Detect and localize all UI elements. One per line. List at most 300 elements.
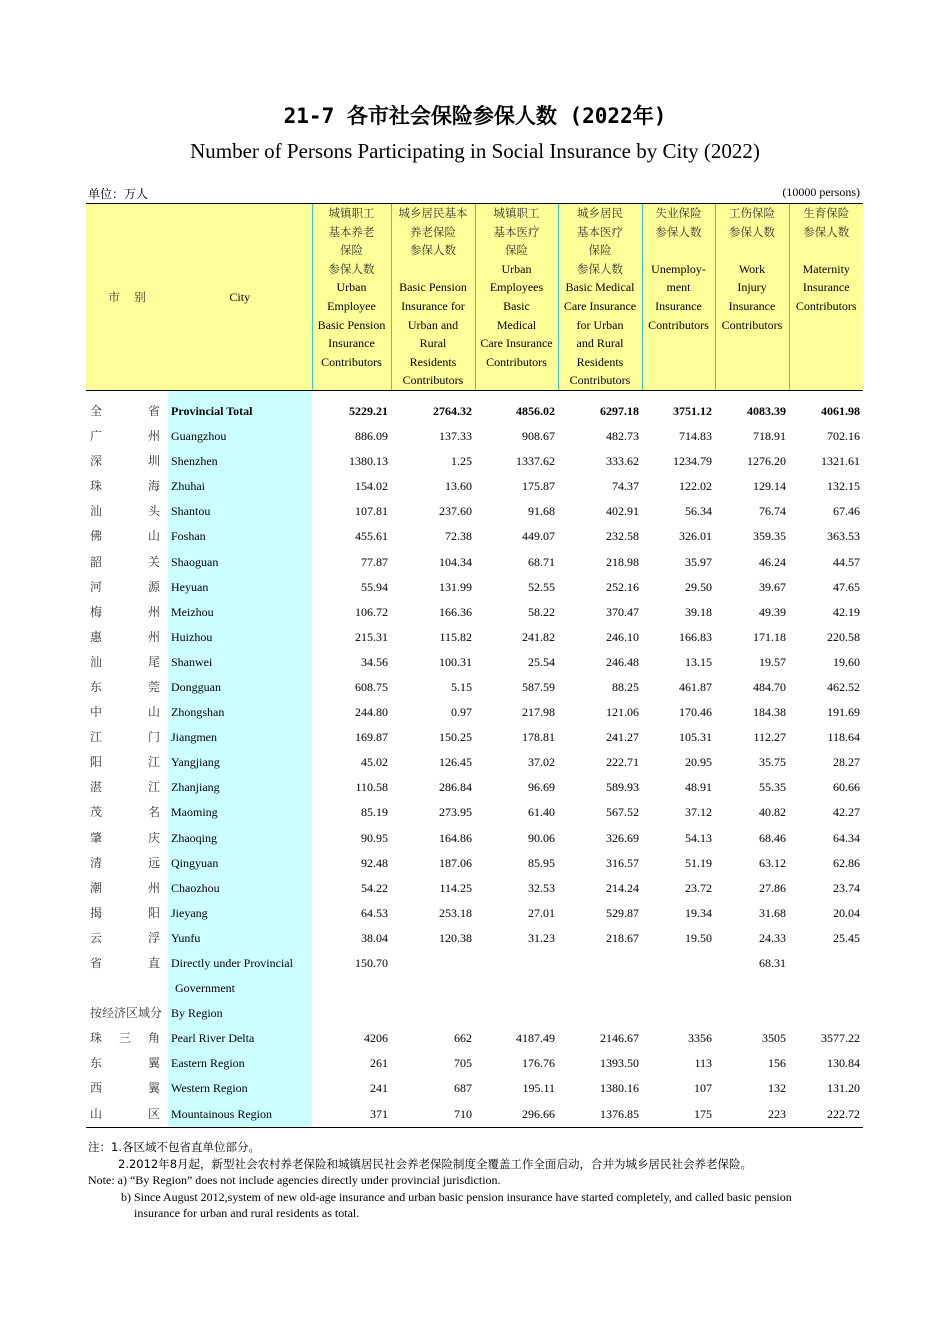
value-cell: 45.02 — [361, 755, 388, 770]
value-cell: 1380.13 — [349, 454, 388, 469]
table-row — [86, 650, 863, 675]
header-en-line: Maternity — [802, 261, 850, 276]
value-cell: 232.58 — [606, 529, 639, 544]
header-column — [391, 204, 475, 391]
value-cell: 112.27 — [753, 730, 786, 745]
value-cell: 217.98 — [522, 705, 555, 720]
value-cell: 0.97 — [451, 705, 472, 720]
value-cell: 37.12 — [685, 805, 712, 820]
city-cn-cell: 肇庆 — [90, 830, 160, 845]
value-cell: 3356 — [688, 1031, 712, 1046]
city-cn-cell: 汕头 — [90, 504, 160, 519]
header-en-line: Residents — [409, 354, 457, 369]
city-cn-cell: 省直 — [90, 956, 160, 970]
value-cell: 92.48 — [361, 855, 388, 870]
header-en-line: Work — [738, 261, 766, 276]
value-cell — [789, 1001, 863, 1026]
value-cell: 13.60 — [445, 479, 472, 494]
header-en-line: Contributors — [486, 354, 547, 369]
value-cell: 132 — [768, 1081, 786, 1096]
value-cell: 47.65 — [833, 579, 860, 594]
value-cell: 38.04 — [361, 930, 388, 945]
city-cn-cell: 湛江 — [90, 780, 160, 795]
header-cn-line: 参保人数 — [577, 261, 623, 276]
city-en-cell: Western Region — [168, 1076, 312, 1101]
value-cell: 68.71 — [528, 554, 555, 569]
header-en-line: Residents — [576, 354, 624, 369]
value-cell: 484.70 — [753, 679, 786, 694]
header-column — [558, 204, 642, 391]
city-cn-cell: 惠州 — [90, 629, 160, 644]
value-cell: 246.48 — [606, 654, 639, 669]
header-cn-line: 保险 — [588, 243, 612, 258]
value-cell: 24.33 — [759, 930, 786, 945]
city-en-cell: Yangjiang — [168, 750, 312, 775]
value-cell: 3751.12 — [673, 403, 712, 418]
table-row — [86, 1001, 863, 1026]
header-cn-line: 保险 — [505, 243, 528, 258]
value-cell: 35.75 — [759, 755, 786, 770]
value-cell: 48.91 — [685, 780, 712, 795]
value-cell: 39.67 — [759, 579, 786, 594]
city-en-cell: Chaozhou — [168, 876, 312, 901]
value-cell: 220.58 — [827, 629, 860, 644]
city-cn-cell: 揭阳 — [90, 905, 160, 920]
city-cn-cell: 珠海 — [90, 479, 160, 494]
table-row — [86, 926, 863, 951]
table-row — [86, 474, 863, 499]
value-cell: 886.09 — [355, 429, 388, 444]
value-cell: 164.86 — [439, 830, 472, 845]
value-cell: 187.06 — [439, 855, 472, 870]
value-cell: 27.86 — [759, 880, 786, 895]
city-cn-cell: 佛山 — [90, 529, 160, 544]
city-en-cell: Zhongshan — [168, 700, 312, 725]
value-cell: 20.04 — [833, 905, 860, 920]
value-cell: 126.45 — [439, 755, 472, 770]
value-cell: 1234.79 — [673, 454, 712, 469]
header-en-line: Insurance for — [401, 298, 465, 313]
value-cell: 370.47 — [606, 604, 639, 619]
value-cell: 363.53 — [827, 529, 860, 544]
value-cell: 122.02 — [679, 479, 712, 494]
city-cn-cell: 云浮 — [90, 930, 160, 945]
header-cn-line: 参保人数 — [328, 261, 375, 276]
value-cell: 115.82 — [439, 629, 472, 644]
value-cell: 85.95 — [528, 855, 555, 870]
value-cell: 19.57 — [759, 654, 786, 669]
city-cn-cell: 韶关 — [90, 554, 160, 569]
value-cell: 4083.39 — [747, 403, 786, 418]
value-cell: 246.10 — [606, 629, 639, 644]
value-cell: 273.95 — [439, 805, 472, 820]
value-cell: 218.98 — [606, 554, 639, 569]
header-en-line: Contributors — [795, 298, 857, 313]
value-cell: 482.73 — [606, 429, 639, 444]
table-row — [86, 1102, 863, 1128]
city-cn-cell: 西翼 — [90, 1081, 160, 1096]
header-column — [475, 204, 558, 391]
value-cell: 23.74 — [833, 880, 860, 895]
value-cell: 237.60 — [439, 504, 472, 519]
city-cn-cell: 广州 — [90, 429, 160, 444]
value-cell: 6297.18 — [600, 403, 639, 418]
value-cell: 1337.62 — [516, 454, 555, 469]
value-cell: 96.69 — [528, 780, 555, 795]
value-cell: 120.38 — [439, 930, 472, 945]
value-cell: 1380.16 — [600, 1081, 639, 1096]
value-cell: 106.72 — [355, 604, 388, 619]
value-cell: 371 — [312, 1102, 391, 1128]
table-row — [86, 951, 863, 976]
value-cell: 191.69 — [827, 705, 860, 720]
header-en-line: for Urban — [576, 317, 624, 332]
value-cell: 42.19 — [833, 604, 860, 619]
value-cell: 1.25 — [451, 454, 472, 469]
city-cn-cell: 汕尾 — [90, 654, 160, 669]
value-cell: 137.33 — [439, 429, 472, 444]
value-cell: 1376.85 — [558, 1102, 642, 1128]
city-cn-cell: 山区 — [86, 1102, 168, 1128]
header-en-line: Basic Medical — [565, 280, 635, 295]
header-en-line: Medical — [496, 317, 537, 332]
value-cell — [558, 1001, 642, 1026]
city-en-cell: Meizhou — [168, 600, 312, 625]
page-title-cn: 21-7 各市社会保险参保人数 (2022年) — [283, 104, 667, 128]
value-cell: 241.82 — [522, 629, 555, 644]
city-en-cell: Eastern Region — [168, 1051, 312, 1076]
value-cell: 5229.21 — [349, 403, 388, 418]
value-cell: 178.81 — [522, 730, 555, 745]
value-cell: 705 — [454, 1056, 472, 1071]
value-cell: 166.83 — [679, 629, 712, 644]
value-cell: 4856.02 — [516, 403, 555, 418]
city-en-cell: Shaoguan — [168, 550, 312, 575]
value-cell: 170.46 — [679, 705, 712, 720]
value-cell: 74.37 — [612, 479, 639, 494]
value-cell: 105.31 — [679, 730, 712, 745]
header-cn-line: 工伤保险 — [729, 206, 775, 220]
value-cell: 19.50 — [685, 930, 712, 945]
city-cn-cell: 阳江 — [90, 755, 160, 770]
value-cell: 176.76 — [522, 1056, 555, 1071]
value-cell: 19.34 — [685, 905, 712, 920]
header-cn-line: 生育保险 — [803, 206, 850, 220]
city-en-cell: Zhanjiang — [168, 775, 312, 800]
value-cell: 29.50 — [685, 579, 712, 594]
value-cell: 608.75 — [355, 679, 388, 694]
city-cn-cell — [86, 976, 168, 1001]
table-row — [86, 976, 863, 1001]
value-cell: 77.87 — [361, 554, 388, 569]
value-cell: 56.34 — [685, 504, 712, 519]
value-cell: 461.87 — [679, 679, 712, 694]
value-cell: 68.46 — [759, 830, 786, 845]
value-cell: 184.38 — [753, 705, 786, 720]
header-en-line: Employee — [327, 298, 376, 313]
value-cell: 68.31 — [759, 956, 786, 970]
table-row — [86, 725, 863, 750]
header-en-line: Care Insurance — [480, 336, 553, 351]
value-cell: 91.68 — [528, 504, 555, 519]
value-cell: 455.61 — [355, 529, 388, 544]
header-en-line: ment — [666, 280, 691, 295]
header-en-line: Urban — [501, 261, 532, 276]
value-cell: 54.13 — [685, 830, 712, 845]
notes — [88, 1139, 792, 1222]
header-cn-line: 参保人数 — [410, 243, 456, 258]
header-en-line: Urban — [336, 280, 367, 295]
value-cell: 529.87 — [606, 905, 639, 920]
city-en-cell: Zhuhai — [168, 474, 312, 499]
header-column — [715, 204, 789, 391]
value-cell: 714.83 — [679, 429, 712, 444]
header-en-line: Care Insurance — [563, 298, 637, 313]
table-row — [86, 901, 863, 926]
value-cell — [475, 1001, 558, 1026]
header-city-cn: 市 别 — [86, 204, 168, 391]
city-en-cell: Guangzhou — [168, 424, 312, 449]
value-cell: 25.54 — [528, 654, 555, 669]
value-cell: 462.52 — [827, 679, 860, 694]
value-cell: 35.97 — [685, 554, 712, 569]
header-en-line: Contributors — [569, 373, 631, 388]
value-cell: 171.18 — [753, 629, 786, 644]
header-cn-line: 城乡居民基本 — [398, 206, 468, 220]
value-cell: 241.27 — [606, 730, 639, 745]
value-cell: 31.68 — [759, 905, 786, 920]
value-cell: 49.39 — [759, 604, 786, 619]
header-en-line: Basic Pension — [399, 280, 467, 295]
value-cell: 88.25 — [612, 679, 639, 694]
value-cell: 687 — [454, 1081, 472, 1096]
value-cell: 150.70 — [355, 956, 388, 970]
header-en-line: Contributors — [721, 317, 783, 332]
table-row — [86, 876, 863, 901]
value-cell: 222.71 — [606, 755, 639, 770]
value-cell: 4061.98 — [821, 403, 860, 418]
header-en-line: Insurance — [328, 336, 375, 351]
value-cell: 85.19 — [361, 805, 388, 820]
header-en-line: Rural — [419, 336, 447, 351]
value-cell: 76.74 — [759, 504, 786, 519]
city-en-cell: Government — [168, 976, 312, 1001]
city-en-cell: Pearl River Delta — [168, 1026, 312, 1051]
header-cn-line: 基本医疗 — [493, 224, 540, 239]
value-cell: 107.81 — [355, 504, 388, 519]
table-body — [86, 390, 863, 1127]
value-cell: 64.53 — [361, 905, 388, 920]
header-en-line: Contributors — [321, 354, 382, 369]
value-cell: 5.15 — [451, 679, 472, 694]
value-cell: 63.12 — [759, 855, 786, 870]
value-cell — [475, 976, 558, 1001]
table-row — [86, 550, 863, 575]
header-en-line: Unemploy- — [651, 261, 706, 276]
value-cell: 104.34 — [439, 554, 472, 569]
value-cell — [789, 951, 863, 976]
value-cell: 286.84 — [439, 780, 472, 795]
header-en-line: Insurance — [728, 298, 776, 313]
value-cell: 333.62 — [606, 454, 639, 469]
value-cell: 3505 — [762, 1031, 786, 1046]
header-en-line: Insurance — [802, 280, 850, 295]
value-cell: 662 — [454, 1031, 472, 1046]
value-cell: 107 — [694, 1081, 712, 1096]
value-cell: 150.25 — [439, 730, 472, 745]
value-cell: 1321.61 — [821, 454, 860, 469]
city-en-cell: Heyuan — [168, 575, 312, 600]
value-cell: 702.16 — [827, 429, 860, 444]
table-row — [86, 775, 863, 800]
header-en-line: Basic — [503, 298, 530, 313]
value-cell: 61.40 — [528, 805, 555, 820]
value-cell: 55.35 — [759, 780, 786, 795]
table-row — [86, 851, 863, 876]
table-row — [86, 800, 863, 825]
header-column — [312, 204, 391, 391]
header-cn-line: 参保人数 — [729, 224, 775, 239]
value-cell: 44.57 — [833, 554, 860, 569]
value-cell: 90.06 — [528, 830, 555, 845]
value-cell: 244.80 — [355, 705, 388, 720]
city-en-cell: Yunfu — [168, 926, 312, 951]
value-cell: 1276.20 — [747, 454, 786, 469]
value-cell: 55.94 — [361, 579, 388, 594]
value-cell: 121.06 — [606, 705, 639, 720]
table-row — [86, 1076, 863, 1101]
value-cell: 42.27 — [833, 805, 860, 820]
header-en-line: Urban and — [407, 317, 459, 332]
value-cell: 131.20 — [827, 1081, 860, 1096]
value-cell: 4187.49 — [516, 1031, 555, 1046]
header-en-line: Employees — [489, 280, 544, 295]
value-cell: 20.95 — [685, 755, 712, 770]
city-en-cell: Jiangmen — [168, 725, 312, 750]
header-cn-line: 参保人数 — [803, 224, 850, 239]
value-cell: 326.01 — [679, 529, 712, 544]
value-cell: 169.87 — [355, 730, 388, 745]
header-cn-line: 参保人数 — [655, 224, 702, 239]
city-cn-cell: 梅州 — [90, 604, 160, 619]
header-cn-line: 城镇职工 — [328, 206, 375, 220]
table-row — [86, 600, 863, 625]
value-cell: 34.56 — [361, 654, 388, 669]
table-row — [86, 625, 863, 650]
header-city-en: City — [168, 204, 312, 391]
city-cn-cell: 全省 — [90, 403, 160, 418]
value-cell: 58.22 — [528, 604, 555, 619]
city-en-cell: Qingyuan — [168, 851, 312, 876]
table-row — [86, 1051, 863, 1076]
city-en-cell: Directly under Provincial — [168, 951, 312, 976]
value-cell: 40.82 — [759, 805, 786, 820]
note-en-2: b) Since August 2012,system of new old-age insurance and urban basic pension insurance have started completely, and called basic pension — [121, 1189, 792, 1204]
city-en-cell: Huizhou — [168, 625, 312, 650]
header-en-line: Contributors — [648, 317, 709, 332]
value-cell: 60.66 — [833, 780, 860, 795]
value-cell: 195.11 — [522, 1081, 555, 1096]
value-cell: 316.57 — [606, 855, 639, 870]
city-en-cell: Mountainous Region — [168, 1102, 312, 1128]
note-en-1: Note: a) “By Region” does not include agencies directly under provincial jurisdiction. — [88, 1173, 501, 1187]
value-cell: 62.86 — [833, 855, 860, 870]
city-cn-cell: 中山 — [90, 705, 160, 720]
table-row — [86, 499, 863, 524]
city-en-cell: Jieyang — [168, 901, 312, 926]
value-cell — [312, 1001, 391, 1026]
value-cell: 72.38 — [445, 529, 472, 544]
value-cell: 67.46 — [833, 504, 860, 519]
value-cell: 175.87 — [522, 479, 555, 494]
table-row — [86, 700, 863, 725]
value-cell: 156 — [768, 1056, 786, 1071]
value-cell: 402.91 — [606, 504, 639, 519]
value-cell: 130.84 — [827, 1056, 860, 1071]
value-cell: 326.69 — [606, 830, 639, 845]
value-cell: 296.66 — [475, 1102, 558, 1128]
city-en-cell: Shantou — [168, 499, 312, 524]
header-en-line: Injury — [737, 280, 767, 295]
table-row — [86, 675, 863, 700]
city-cn-cell: 珠三角 — [90, 1031, 160, 1046]
value-cell — [312, 976, 391, 1001]
city-cn-cell: 按经济区域分 — [90, 1006, 163, 1021]
value-cell: 214.24 — [606, 880, 639, 895]
value-cell: 131.99 — [439, 579, 472, 594]
city-cn-cell: 东翼 — [90, 1056, 160, 1071]
value-cell: 132.15 — [827, 479, 860, 494]
value-cell — [715, 1001, 789, 1026]
value-cell: 114.25 — [439, 880, 472, 895]
table-row — [86, 524, 863, 549]
header-en-line — [716, 241, 789, 260]
value-cell: 166.36 — [439, 604, 472, 619]
value-cell: 449.07 — [522, 529, 555, 544]
value-cell: 218.67 — [606, 930, 639, 945]
city-en-cell: Maoming — [168, 800, 312, 825]
value-cell: 23.72 — [685, 880, 712, 895]
header-en-line: and Rural — [576, 336, 624, 351]
value-cell: 52.55 — [528, 579, 555, 594]
value-cell: 32.53 — [528, 880, 555, 895]
table-row — [86, 1026, 863, 1051]
city-cn-cell: 深圳 — [90, 454, 160, 469]
value-cell — [642, 976, 715, 1001]
table-row — [86, 826, 863, 851]
header-cn-line: 城镇职工 — [493, 206, 540, 220]
unit-label-cn: 单位：万人 — [88, 187, 149, 201]
value-cell: 223 — [715, 1102, 789, 1128]
city-cn-cell: 河源 — [90, 579, 160, 594]
value-cell — [789, 976, 863, 1001]
header-en-line: Contributors — [402, 373, 464, 388]
value-cell: 718.91 — [753, 429, 786, 444]
value-cell: 567.52 — [606, 805, 639, 820]
page-title-en: Number of Persons Participating in Social Insurance by City (2022) — [190, 139, 760, 163]
header-en-line: Basic Pension — [317, 317, 386, 332]
note-en-3: insurance for urban and rural residents as total. — [134, 1206, 360, 1220]
value-cell — [558, 976, 642, 1001]
city-cn-cell: 江门 — [90, 730, 160, 745]
header-cn-line: 保险 — [340, 243, 363, 258]
header-cn-line: 失业保险 — [655, 206, 702, 220]
value-cell: 129.14 — [753, 479, 786, 494]
city-cn-cell: 潮州 — [90, 880, 160, 895]
value-cell: 39.18 — [685, 604, 712, 619]
city-en-cell: Foshan — [168, 524, 312, 549]
value-cell: 154.02 — [355, 479, 388, 494]
